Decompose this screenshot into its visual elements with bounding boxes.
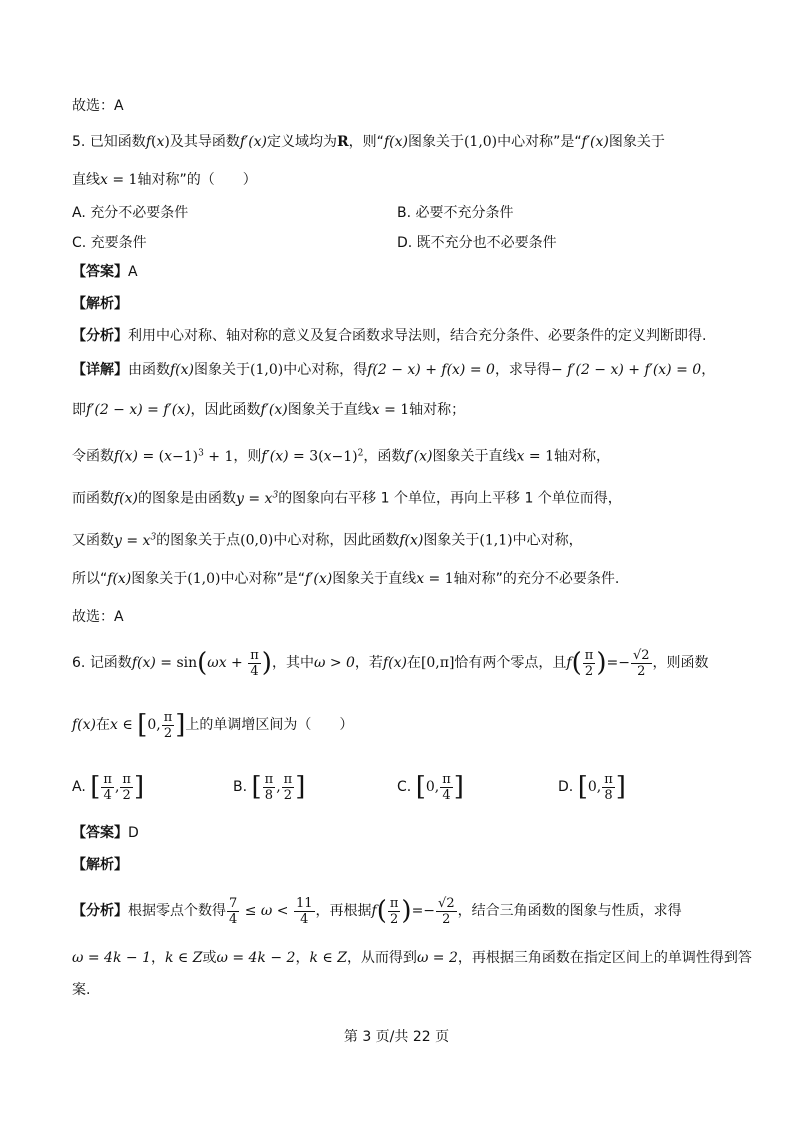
option-label: A. [72,779,86,795]
math: x [164,448,173,465]
math: ω > 0 [313,655,355,671]
q6-option-c[interactable] [397,764,464,810]
q6-stem-line2 [72,702,733,748]
math-bracket: ] [295,772,306,802]
math: ωx [207,655,227,671]
math-bracket: ] [175,710,186,740]
math-bracket: [ [90,772,101,802]
q6-option-d[interactable] [558,764,626,810]
math: ≤ ω < [240,903,293,919]
math-bracket: ] [133,772,145,802]
text: 轴对称”的充分不必要条件. [453,571,620,587]
analysis-tag: 【分析】 [72,903,128,919]
text: ，则函数 [652,655,709,671]
text: ，则“ [348,134,384,150]
math: x [323,448,332,465]
math: f′(x) [305,571,333,587]
text: 根据零点个数得 [128,903,226,919]
text: 直线 [72,172,100,188]
text: 图象关于直线 [432,448,517,465]
math: − f′(2 − x) + f′(x) = 0 [550,362,702,378]
detail-tag: 【详解】 [72,362,128,378]
math-fpx: f′(x) [239,134,268,150]
q5-stem-line2 [72,170,733,190]
q5-option-c[interactable]: C. 充要条件 [72,235,147,251]
text: 中心对称， [512,532,583,549]
math: = ( [138,448,165,465]
math-R: R [337,134,349,150]
math-paren: ( [571,648,582,678]
q5-option-b[interactable]: B. 必要不充分条件 [397,205,514,221]
math: [0,π] [420,655,455,671]
text: 图象关于 [407,134,464,150]
q5-stem-line1 [72,132,733,152]
text: 轴对称”的（ ） [137,172,257,188]
math: x [516,448,525,465]
q5-option-a[interactable]: A. 充分不必要条件 [72,205,189,221]
math-frac: $\frac{\pi}{4}$ [442,771,451,803]
text: 记函数 [89,655,132,671]
math-fpx: f′(x) [581,134,609,150]
text: ，函数 [363,448,406,465]
text: 及其导函数 [169,134,240,150]
page-footer: 第 3 页/共 22 页 [343,1029,450,1045]
text: ，再根据 [315,903,372,919]
math: f(x) [382,655,407,671]
math: f(x) [72,717,97,733]
math: ω = 2 [416,950,458,966]
text: 中心对称”是“ [220,571,305,587]
math: ， [701,362,716,378]
math: = 3( [288,448,324,465]
q5-detail-line3 [72,443,733,467]
text: 的图象是由函数 [138,490,237,507]
math-frac-pi-4: $\frac{\pi}{4}$ [250,647,259,679]
math: (1,1) [479,532,513,549]
math: ω = 4k − 1 [72,950,151,966]
text: 轴对称， [553,448,610,465]
option-label: B. [233,779,248,795]
text: 而函数 [72,490,114,507]
text: ，从而得到 [346,950,417,966]
text: ，若 [354,655,383,671]
math-bracket: ] [615,772,626,802]
q6-analysis-line2 [72,948,752,968]
math: x [416,571,425,587]
q6-number: 6. [72,655,86,671]
math-paren: ) [401,896,412,926]
math: ( [151,134,157,150]
math-frac: $\frac{\pi}{2}$ [389,895,399,927]
math: ) [164,134,170,150]
option-label: C. [397,779,412,795]
q5-jiexi-tag: 【解析】 [72,296,128,312]
math: f′(x) [405,448,433,465]
math: (1,0) [250,362,284,378]
answer-value: A [128,264,138,280]
math-frac: $\frac{11}{4}$ [295,895,313,927]
math: = 1 [379,402,410,418]
math-fx: f(x) [383,134,408,150]
text: 中心对称，得 [283,362,368,378]
q6-analysis-line1 [72,888,733,934]
math: f′(x) [261,448,289,465]
q5-option-d[interactable]: D. 既不充分也不必要条件 [397,235,557,251]
q6-option-a[interactable] [72,764,144,810]
q5-detail-line1 [72,360,733,380]
math: = sin [155,655,198,671]
option-label: D. [558,779,574,795]
math: k ∈ Z [309,950,347,966]
q6-answer [72,823,733,843]
math: −1)$^3$ + 1 [172,448,234,465]
math: 0, [147,717,161,733]
q6-stem-line1 [72,640,733,686]
text: 中心对称，因此函数 [273,532,400,549]
math-frac: $\frac{\pi}{8}$ [264,771,274,803]
math: (1,0) [187,571,221,587]
math-paren: ( [376,896,387,926]
text: ，其中 [271,655,314,671]
text: 在 [96,717,111,733]
math: = 1 [424,571,454,587]
text: 图象关于 [608,134,665,150]
math: = 1 [524,448,554,465]
text: 由函数 [128,362,170,378]
q5-detail-line4 [72,485,733,509]
math-x1: x [100,172,108,188]
math: f [371,903,377,919]
text: 定义域均为 [267,134,338,150]
text: 轴对称； [409,402,466,418]
math: =− [411,903,436,919]
text: 在 [406,655,421,671]
q5-detail-line5 [72,527,733,551]
text: 中心对称”是“ [497,134,582,150]
math-bracket: ] [453,772,464,802]
math-fx: f [145,134,151,150]
text: ，因此函数 [190,402,261,418]
math: x [371,402,380,418]
text: 恰有两个零点，且 [454,655,567,671]
q5-analysis [72,326,733,346]
text: ， [295,950,310,966]
math-paren: ) [261,648,272,678]
math: x [110,717,118,733]
math-frac: $\frac{\pi}{4}$ [103,771,112,803]
text: 即 [72,402,86,418]
math: f(x) [131,655,156,671]
text: 的图象关于点 [156,532,241,549]
text: ，则 [233,448,262,465]
math: f(x) [107,571,132,587]
text: ，结合三角函数的图象与性质，求得 [457,903,682,919]
analysis-text: 利用中心对称、轴对称的意义及复合函数求导法则，结合充分条件、必要条件的定义判断即得. [128,328,707,344]
q6-jiexi-tag: 【解析】 [72,857,128,873]
analysis-tag: 【分析】 [72,328,128,344]
math: , [276,779,281,795]
math: f [566,655,572,671]
math: =− [606,655,630,671]
math: , [114,779,120,795]
math-frac-sqrt2-2: $\frac{√2}{2}$ [632,647,650,679]
text: 或 [202,950,217,966]
math: 0, [587,779,602,795]
math: −1)$^2$ [331,448,364,465]
text: 所以“ [72,571,108,587]
text: ， [150,950,165,966]
math: $y = x^3$ [236,490,279,507]
math: (0,0) [240,532,274,549]
math: k ∈ Z [164,950,203,966]
text: 上的单调增区间为（ ） [185,717,354,733]
text: 图象关于 [131,571,188,587]
text: ，求导得 [494,362,551,378]
text: 图象关于直线 [332,571,417,587]
math-paren: ( [197,648,208,678]
q6-analysis-line3: 案. [72,982,91,998]
text: 图象关于直线 [287,402,372,418]
math: ω = 4k − 2 [216,950,296,966]
math: ∈ [117,717,138,733]
math: x [156,134,165,150]
math-frac: $\frac{\pi}{2}$ [122,771,131,803]
math-frac-pi-2: $\frac{\pi}{2}$ [584,647,594,679]
math: f′(x) [260,402,288,418]
q5-answer [72,262,733,282]
q5-detail-line2 [72,400,733,420]
answer-tag: 【答案】 [72,825,128,841]
math: 0, [425,779,440,795]
math: f′(2 − x) = f′(x) [86,402,191,418]
math-bracket: [ [415,772,426,802]
text: 又函数 [72,532,114,549]
math-frac: $\frac{7}{4}$ [229,895,238,927]
math-bracket: [ [251,772,262,802]
math: f(x) [399,532,424,549]
previous-answer: 故选：A [72,98,124,114]
q6-option-b[interactable] [233,764,305,810]
q5-final-answer: 故选：A [72,609,124,625]
text: 已知函数 [89,134,146,150]
math: = 1 [107,172,138,188]
answer-tag: 【答案】 [72,264,128,280]
text: 的图象向右平移 1 个单位，再向上平移 1 个单位而得， [278,490,622,507]
math: f(x) [170,362,195,378]
text: ，再根据三角函数在指定区间上的单调性得到答 [457,950,752,966]
math: + [226,655,248,671]
q5-detail-line6 [72,569,733,589]
math-frac-pi-2: $\frac{\pi}{2}$ [163,709,173,741]
math-point: (1,0) [463,134,498,150]
text: 图象关于 [423,532,480,549]
math-frac: $\frac{\pi}{2}$ [283,771,293,803]
answer-value: D [128,825,139,841]
math: f(2 − x) + f(x) = 0 [367,362,495,378]
math: $y = x^3$ [114,532,157,549]
math-bracket: [ [577,772,588,802]
text: 令函数 [72,448,114,465]
text: 图象关于 [194,362,251,378]
q5-number: 5. [72,134,86,150]
math: f(x) [114,448,139,465]
math-paren: ) [596,648,607,678]
math-frac: $\frac{√2}{2}$ [438,895,455,927]
math: f(x) [114,490,139,507]
math-bracket: [ [137,710,148,740]
math-frac: $\frac{\pi}{8}$ [604,771,613,803]
